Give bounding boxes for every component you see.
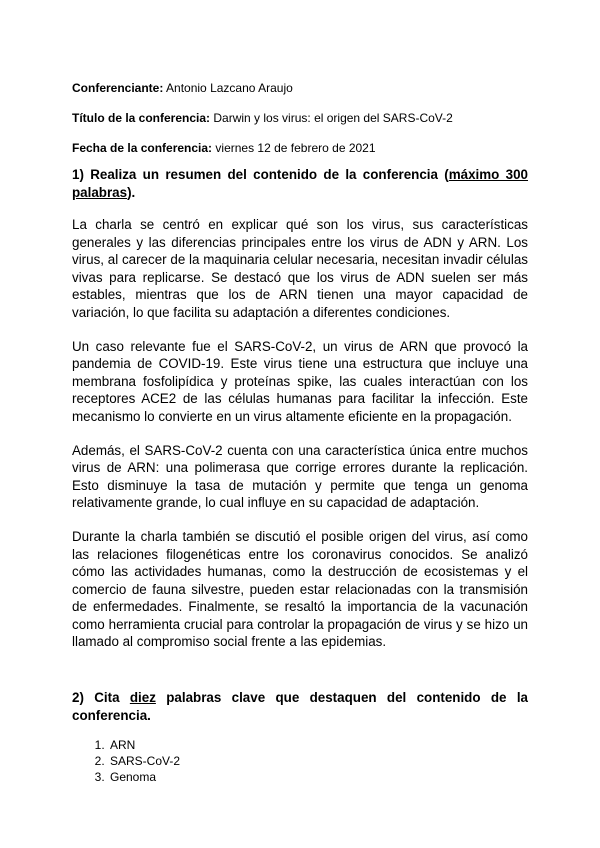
speaker-label: Conferenciante: <box>72 81 164 95</box>
question-1-prefix: 1) Realiza un resumen del contenido de la conferencia ( <box>72 167 449 182</box>
conference-title-line <box>72 110 528 126</box>
summary-paragraph-3: Además, el SARS-CoV-2 cuenta con una característica única entre muchos virus de ARN: una polimerasa que corrige errores durante la replicación. Esto disminuye la tasa de mutación y permite que tenga un genoma relativamente grande, lo cual influye en su capacidad de adaptación. <box>72 442 528 511</box>
question-2-suffix: palabras clave que destaquen del contenido de la conferencia. <box>72 690 528 724</box>
summary-paragraph-2: Un caso relevante fue el SARS-CoV-2, un virus de ARN que provocó la pandemia de COVID-19. Este virus tiene una estructura que incluye una membrana fosfolipídica y proteínas spike, las cuales interactúan con los receptores ACE2 de las células humanas para facilitar la infección. Este mecanismo lo convierte en un virus altamente eficiente en la propagación. <box>72 338 528 424</box>
conference-date-value: viernes 12 de febrero de 2021 <box>215 141 376 155</box>
keyword-item: 3. Genoma <box>108 769 528 785</box>
conference-date-line <box>72 140 528 156</box>
conference-date-label: Fecha de la conferencia: <box>72 141 213 155</box>
keyword-list <box>72 737 528 785</box>
question-2-count: diez <box>129 690 156 706</box>
conference-title-label: Título de la conferencia: <box>72 111 211 125</box>
document-page <box>72 80 528 785</box>
summary-paragraph-1: La charla se centró en explicar qué son los virus, sus características generales y las diferencias principales entre los virus de ADN y ARN. Los virus, al carecer de la maquinaria celular necesaria, necesitan invadir células vivas para replicarse. Se destacó que los virus de ADN suelen ser más estables, mientras que los de ARN tienen una mayor capacidad de variación, lo que facilita su adaptación a diferentes condiciones. <box>72 217 528 320</box>
question-1-limit: máximo 300 palabras <box>72 167 529 200</box>
summary-paragraph-4: Durante la charla también se discutió el posible origen del virus, así como las relaciones filogenéticas entre los coronavirus conocidos. Se analizó cómo las actividades humanas, como la destrucción de ecosistemas y el comercio de fauna silvestre, pueden estar relacionadas con la transmisión de enfermedades. Finalmente, se resaltó la importancia de la vacunación como herramienta crucial para controlar la propagación de virus y se hizo un llamado al compromiso social frente a las epidemias. <box>72 528 528 650</box>
conference-title-value: Darwin y los virus: el origen del SARS-CoV-2 <box>213 111 453 125</box>
keyword-item: 2. SARS-CoV-2 <box>108 753 528 769</box>
question-1-heading <box>72 166 528 202</box>
keyword-item: 1. ARN <box>108 737 528 753</box>
question-1-suffix: ). <box>127 185 136 200</box>
speaker-value: Antonio Lazcano Araujo <box>166 81 293 95</box>
question-2-prefix: 2) Cita <box>72 690 130 706</box>
question-2-heading <box>72 689 528 725</box>
speaker-line <box>72 80 528 96</box>
